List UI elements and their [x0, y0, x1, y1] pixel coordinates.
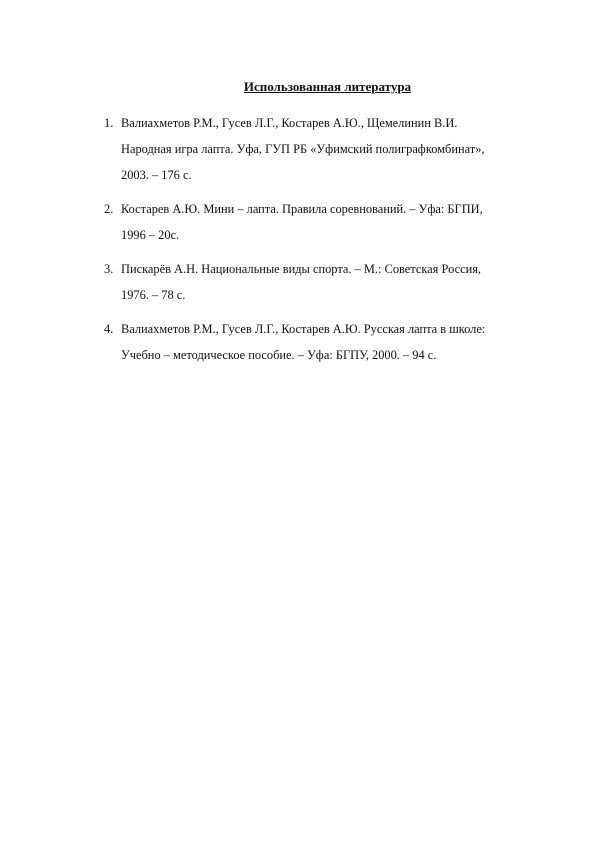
reference-item-3 [104, 256, 544, 308]
reference-item-4 [104, 316, 544, 368]
reference-text-line: 2003. – 176 с. [121, 168, 192, 182]
reference-item-2 [104, 196, 544, 248]
reference-number: 1. [104, 116, 114, 130]
reference-text-line: Народная игра лапта. Уфа, ГУП РБ «Уфимский полиграфкомбинат», [121, 142, 485, 156]
reference-text-line: 1996 – 20с. [121, 228, 180, 242]
reference-number: 4. [104, 322, 114, 336]
reference-item-1 [104, 110, 544, 188]
reference-text-line: Пискарёв А.Н. Национальные виды спорта. – М.: Советская Россия, [121, 262, 481, 276]
page-title: Использованная литература [243, 79, 412, 94]
reference-text-line: Валиахметов Р.М., Гусев Л.Г., Костарев А.Ю. Русская лапта в школе: [121, 322, 486, 336]
reference-number: 3. [104, 262, 114, 276]
reference-text-line: 1976. – 78 с. [121, 288, 186, 302]
reference-number: 2. [104, 202, 114, 216]
reference-list [104, 110, 544, 376]
reference-text-line: Учебно – методическое пособие. – Уфа: БГПУ, 2000. – 94 с. [121, 348, 437, 362]
reference-text-line: Валиахметов Р.М., Гусев Л.Г., Костарев А.Ю., Щемелинин В.И. [121, 116, 458, 130]
reference-text-line: Костарев А.Ю. Мини – лапта. Правила соревнований. – Уфа: БГПИ, [121, 202, 483, 216]
